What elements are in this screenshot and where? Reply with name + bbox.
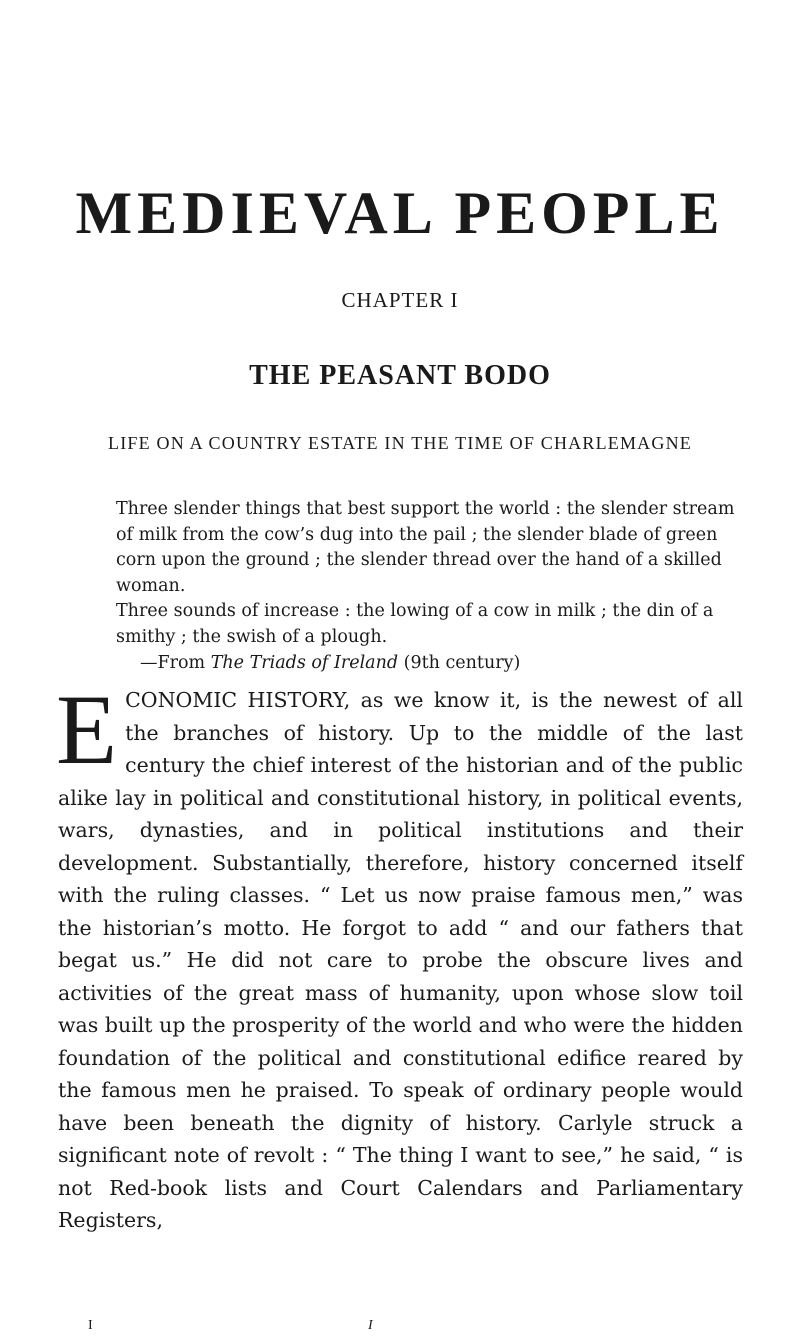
signature-mark: I	[88, 1318, 93, 1333]
epigraph-source	[58, 651, 743, 677]
chapter-title: THE PEASANT BODO	[249, 360, 551, 391]
epigraph-source-work: The Triads of Ireland	[210, 652, 399, 673]
book-title: MEDIEVAL PEOPLE	[75, 180, 725, 246]
epigraph-stanza-1: Three slender things that best support the world : the slender stream of milk from the cow’s dug into the pail ; the slender blade of green corn upon the ground ; the slender thread over the hand of a skilled woman.	[116, 499, 735, 596]
drop-cap: E	[56, 674, 118, 785]
chapter-number: CHAPTER I	[341, 288, 459, 312]
signature-mark-center: I	[368, 1318, 373, 1333]
epigraph-stanza-2: Three sounds of increase : the lowing of a cow in milk ; the din of a smithy ; the swish of a plough.	[116, 601, 714, 647]
epigraph-source-suffix: (9th century)	[398, 652, 521, 673]
epigraph	[58, 497, 743, 676]
chapter-subtitle: LIFE ON A COUNTRY ESTATE IN THE TIME OF CHARLEMAGNE	[108, 433, 692, 453]
body-paragraph	[56, 674, 743, 1237]
epigraph-source-prefix: —From	[140, 652, 211, 673]
body-paragraph-text: CONOMIC HISTORY, as we know it, is the newest of all the branches of history. Up to the middle of the last century the chief interest of the historian and of the public alike lay in political and constitutional history, in political events, wars, dynasties, and in political institutions and their development. Substantially, therefore, history concerned itself with the ruling classes. “ Let us now praise famous men,” was the historian’s motto. He forgot to add “ and our fathers that begat us.” He did not care to probe the obscure lives and activities of the great mass of humanity, upon whose slow toil was built up the prosperity of the world and who were the hidden foundation of the political and constitutional edifice reared by the famous men he praised. To speak of ordinary people would have been beneath the dignity of history. Carlyle struck a significant note of revolt : “ The thing I want to see,” he said, “ is not Red-book lists and Court Calendars and Parliamentary Registers,	[58, 688, 743, 1232]
